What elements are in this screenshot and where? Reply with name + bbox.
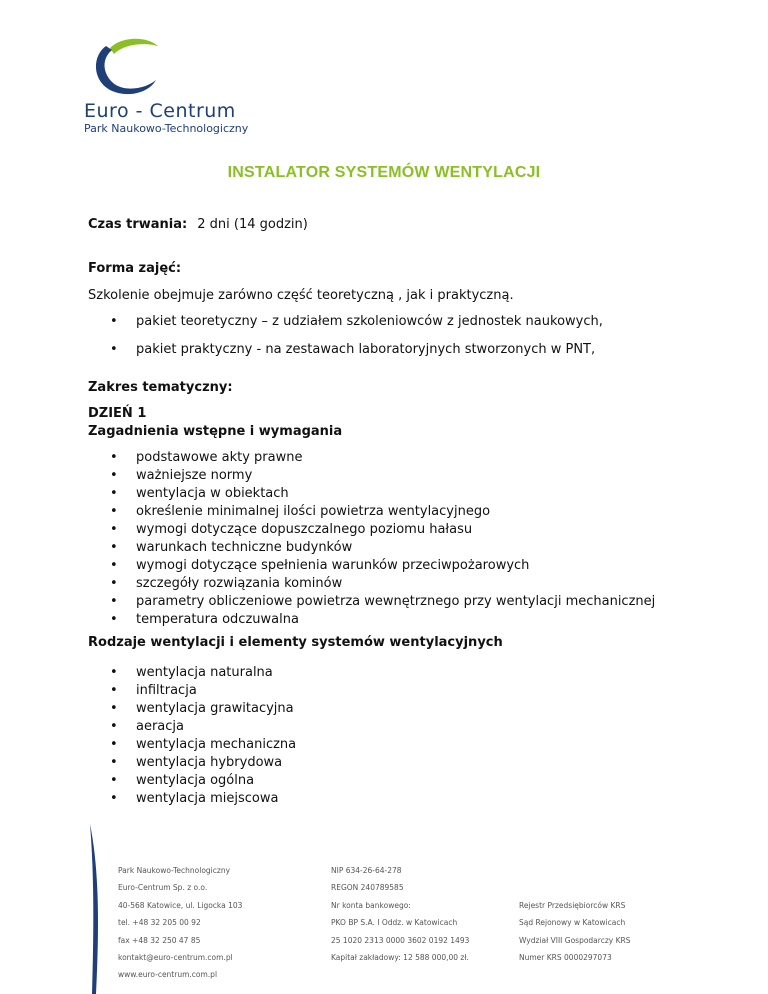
- footer-email: kontakt@euro-centrum.com.pl: [118, 953, 233, 963]
- list-item: • wymogi dotyczące dopuszczalnego poziomu hałasu: [88, 521, 688, 539]
- logo-subtitle: Park Naukowo-Technologiczny: [84, 122, 249, 135]
- footer-line: Sąd Rejonowy w Katowicach: [519, 918, 626, 928]
- scope-heading: Zakres tematyczny:: [88, 380, 233, 395]
- list-item: • ważniejsze normy: [88, 467, 688, 485]
- footer-line: PKO BP S.A. I Oddz. w Katowicach: [331, 918, 458, 928]
- footer-line: 25 1020 2313 0000 3602 0192 1493: [331, 935, 470, 945]
- list-item: • aeracja: [88, 718, 688, 736]
- footer-line: Euro-Centrum Sp. z o.o.: [118, 883, 208, 893]
- list-item: • pakiet teoretyczny – z udziałem szkoleniowców z jednostek naukowych,: [88, 313, 688, 331]
- footer-line: tel. +48 32 205 00 92: [118, 918, 201, 928]
- duration-value: 2 dni (14 godzin): [197, 217, 308, 232]
- footer-line: Park Naukowo-Technologiczny: [118, 866, 231, 875]
- document-body: [88, 216, 688, 808]
- list-item: • parametry obliczeniowe powietrza wewnętrznego przy wentylacji mechanicznej: [88, 593, 688, 611]
- list-item: • wentylacja ogólna: [88, 772, 688, 790]
- footer-line: Wydział VIII Gospodarczy KRS: [519, 935, 631, 945]
- footer-registry-info: [519, 897, 630, 967]
- footer-line: 40-568 Katowice, ul. Ligocka 103: [118, 900, 243, 910]
- list-item: • infiltracja: [88, 682, 688, 700]
- list-item: • temperatura odczuwalna: [88, 611, 688, 629]
- list-item: • określenie minimalnej ilości powietrza wentylacyjnego: [88, 503, 688, 521]
- day-heading: DZIEŃ 1: [88, 406, 147, 421]
- footer-line: REGON 240789585: [331, 883, 404, 893]
- footer-line: fax +48 32 250 47 85: [118, 935, 201, 945]
- list-item: • wentylacja w obiektach: [88, 485, 688, 503]
- footer-line: Nr konta bankowego:: [331, 900, 411, 910]
- list-item: • szczegóły rozwiązania kominów: [88, 575, 688, 593]
- page-title: INSTALATOR SYSTEMÓW WENTYLACJI: [227, 164, 541, 181]
- footer-company-info: [118, 862, 242, 984]
- list-item: • wentylacja hybrydowa: [88, 754, 688, 772]
- list-item: • wymogi dotyczące spełnienia warunków przeciwpożarowych: [88, 557, 688, 575]
- form-intro: Szkolenie obejmuje zarówno część teoretyczną , jak i praktyczną.: [88, 288, 514, 303]
- footer-line: Numer KRS 0000297073: [519, 953, 612, 963]
- duration-row: [88, 216, 688, 234]
- form-list: [88, 313, 688, 359]
- section2-heading: Rodzaje wentylacji i elementy systemów wentylacyjnych: [88, 635, 503, 650]
- company-logo: [84, 38, 269, 138]
- footer-line: Rejestr Przedsiębiorców KRS: [519, 900, 626, 910]
- footer-bank-info: [331, 862, 469, 966]
- footer-line: NIP 634-26-64-278: [331, 866, 402, 875]
- section1-heading: Zagadnienia wstępne i wymagania: [88, 424, 343, 439]
- footer-accent-bar: [88, 824, 102, 994]
- list-item: • wentylacja miejscowa: [88, 790, 688, 808]
- list-item: • wentylacja naturalna: [88, 664, 688, 682]
- logo-mark-icon: [92, 38, 162, 98]
- list-item: • podstawowe akty prawne: [88, 449, 688, 467]
- list-item: • wentylacja grawitacyjna: [88, 700, 688, 718]
- list-item: • warunkach techniczne budynków: [88, 539, 688, 557]
- form-heading: Forma zajęć:: [88, 261, 182, 276]
- list-item: • wentylacja mechaniczna: [88, 736, 688, 754]
- section1-list: [88, 449, 688, 629]
- list-item: • pakiet praktyczny - na zestawach laboratoryjnych stworzonych w PNT,: [88, 341, 688, 359]
- duration-label: Czas trwania:: [88, 217, 188, 232]
- section2-list: [88, 664, 688, 808]
- logo-name: Euro - Centrum: [84, 100, 236, 122]
- footer-line: Kapitał zakładowy: 12 588 000,00 zł.: [331, 953, 469, 963]
- footer-website: www.euro-centrum.com.pl: [118, 970, 218, 980]
